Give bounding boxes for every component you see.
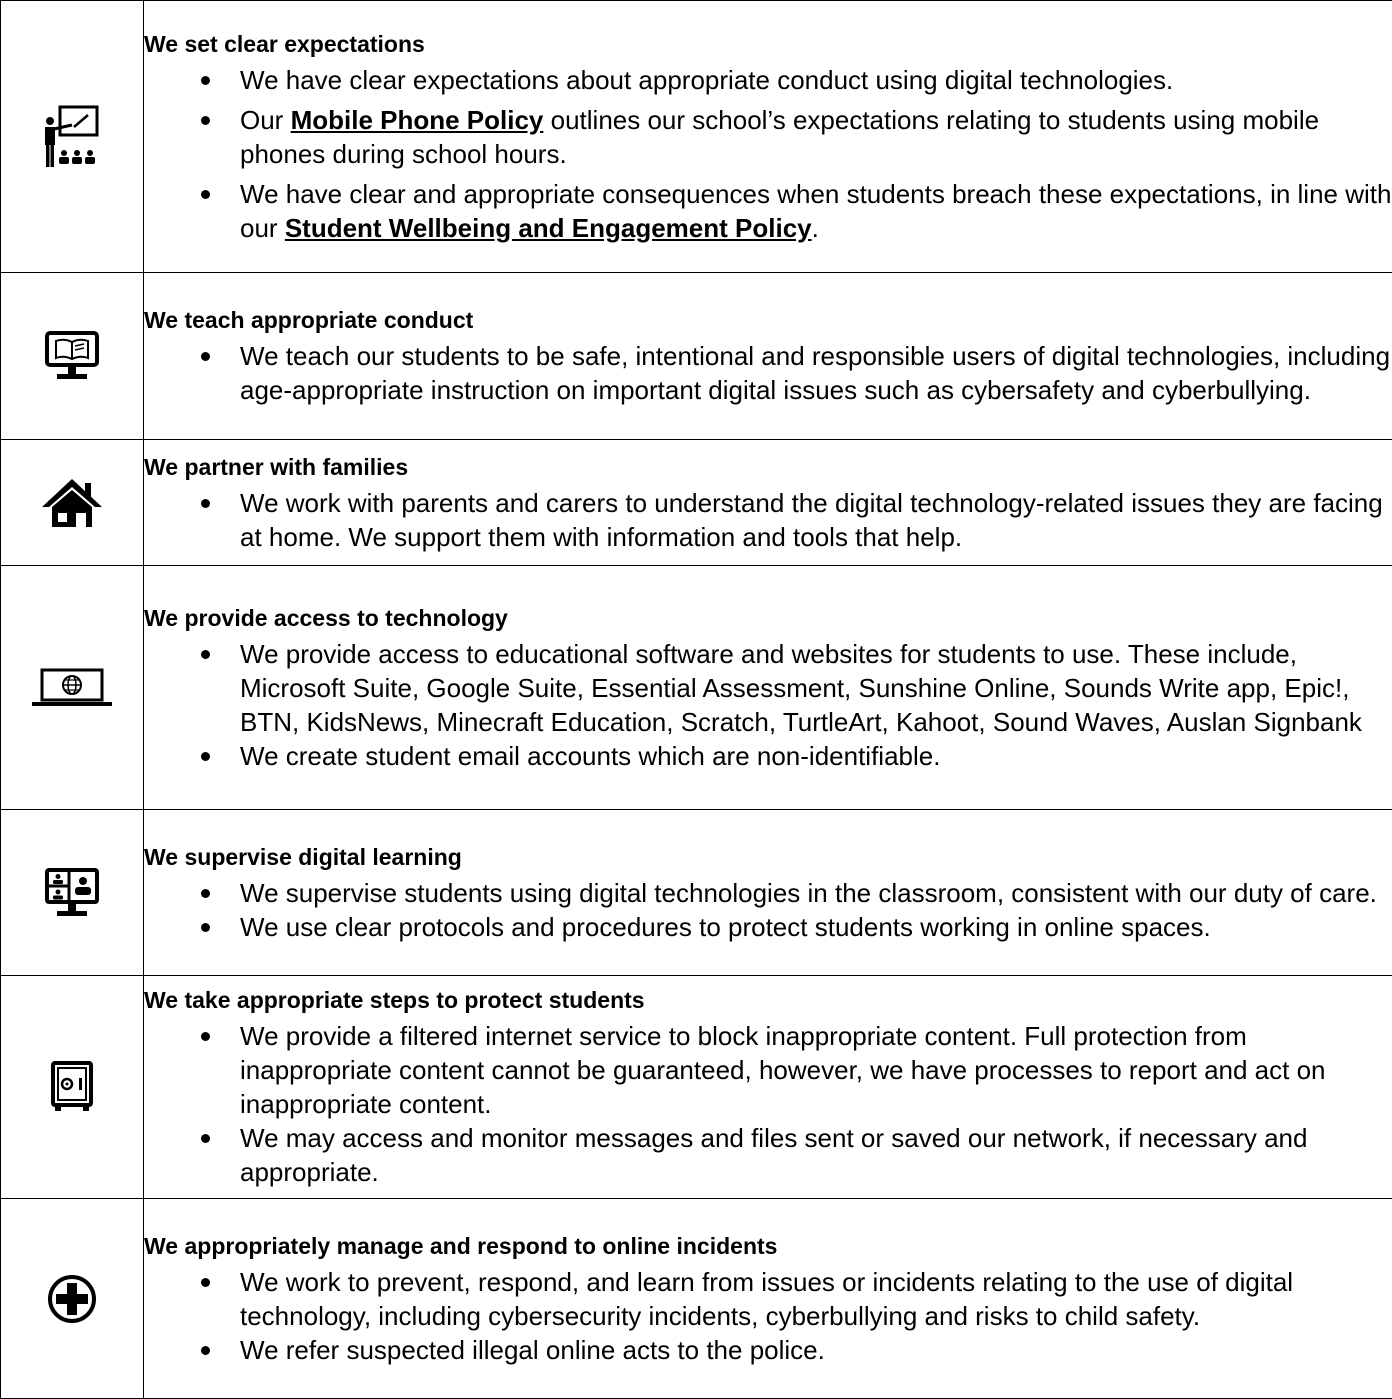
row-title: We partner with families (144, 450, 1392, 484)
laptop-globe-icon (30, 668, 114, 708)
bullet-dot (201, 499, 210, 508)
icon-cell (1, 440, 144, 566)
bullet-dot (201, 923, 210, 932)
policy-row (1, 566, 1392, 810)
icon-cell (1, 1199, 144, 1399)
row-content (144, 1, 1392, 273)
bullet-text: Our (240, 105, 291, 135)
bullet-list (144, 1265, 1392, 1367)
bullet-text: We provide a filtered internet service to block inappropriate content. Full protection from inappropriate content cannot be guaranteed, however, we have processes to report and act on inappropriate content. (240, 1021, 1326, 1119)
bullet-text: We create student email accounts which are non-identifiable. (240, 741, 940, 771)
row-title: We teach appropriate conduct (144, 303, 1392, 337)
row-title: We provide access to technology (144, 601, 1392, 635)
bullet-dot (201, 352, 210, 361)
policy-row (1, 440, 1392, 566)
bullet-text: We may access and monitor messages and files sent or saved our network, if necessary and appropriate. (240, 1123, 1307, 1187)
bullet-text: We have clear expectations about appropriate conduct using digital technologies. (240, 65, 1173, 95)
bullet-dot (201, 1278, 210, 1287)
row-content (144, 810, 1392, 976)
bullet-text: We refer suspected illegal online acts to the police. (240, 1335, 825, 1365)
video-conference-icon (44, 867, 100, 919)
bullet-item (144, 739, 1392, 773)
policy-row (1, 273, 1392, 440)
bullet-list (144, 339, 1392, 407)
bullet-text: . (812, 213, 819, 243)
bullet-list (144, 63, 1392, 245)
home-icon (40, 477, 104, 529)
row-title: We supervise digital learning (144, 840, 1392, 874)
icon-cell (1, 810, 144, 976)
student-wellbeing-policy-link[interactable]: Student Wellbeing and Engagement Policy (285, 213, 812, 243)
bullet-item (144, 637, 1392, 739)
row-title: We take appropriate steps to protect students (144, 983, 1392, 1017)
bullet-text: We work with parents and carers to understand the digital technology-related issues they are facing at home. We support them with information and tools that help. (240, 488, 1383, 552)
bullet-text: We have clear and appropriate consequences when students breach these expectations, in line with our (240, 179, 1391, 243)
bullet-dot (201, 752, 210, 761)
bullet-text: We provide access to educational software and websites for students to use. These include, Microsoft Suite, Google Suite, Essential Assessment, Sunshine Online, Sounds Write app, Epic!, BTN, KidsNews, Minecraft Education, Scratch, TurtleArt, Kahoot, Sound Waves, Auslan Signbank (240, 639, 1362, 737)
bullet-list (144, 486, 1392, 554)
bullet-dot (201, 116, 210, 125)
bullet-dot (201, 1134, 210, 1143)
bullet-text: We supervise students using digital technologies in the classroom, consistent with our duty of care. (240, 878, 1377, 908)
bullet-item (144, 177, 1392, 245)
policy-row (1, 1199, 1392, 1399)
bullet-text: We use clear protocols and procedures to protect students working in online spaces. (240, 912, 1211, 942)
bullet-item (144, 63, 1392, 97)
row-content (144, 273, 1392, 440)
bullet-text: outlines our school’s expectations relating to students using mobile phones during school hours. (240, 105, 1319, 169)
row-title: We appropriately manage and respond to online incidents (144, 1229, 1392, 1263)
bullet-item (144, 876, 1392, 910)
bullet-item (144, 1265, 1392, 1333)
row-content (144, 976, 1392, 1199)
icon-cell (1, 1, 144, 273)
bullet-list (144, 637, 1392, 773)
row-content (144, 440, 1392, 566)
row-title: We set clear expectations (144, 27, 1392, 61)
icon-cell (1, 273, 144, 440)
row-content (144, 566, 1392, 810)
mobile-phone-policy-link[interactable]: Mobile Phone Policy (291, 105, 544, 135)
teacher-classroom-icon (44, 105, 100, 169)
bullet-dot (201, 889, 210, 898)
monitor-book-icon (44, 330, 100, 382)
policy-row (1, 1, 1392, 273)
icon-cell (1, 976, 144, 1199)
bullet-list (144, 1019, 1392, 1189)
icon-cell (1, 566, 144, 810)
policy-row (1, 810, 1392, 976)
safe-icon (50, 1060, 94, 1114)
bullet-item (144, 1333, 1392, 1367)
bullet-dot (201, 1032, 210, 1041)
bullet-dot (201, 1346, 210, 1355)
bullet-item (144, 339, 1392, 407)
bullet-item (144, 486, 1392, 554)
bullet-item (144, 910, 1392, 944)
first-aid-plus-icon (46, 1273, 98, 1325)
bullet-dot (201, 190, 210, 199)
bullet-item (144, 1121, 1392, 1189)
bullet-list (144, 876, 1392, 944)
bullet-dot (201, 76, 210, 85)
policy-row (1, 976, 1392, 1199)
bullet-item (144, 103, 1392, 171)
bullet-item (144, 1019, 1392, 1121)
bullet-dot (201, 650, 210, 659)
bullet-text: We teach our students to be safe, intentional and responsible users of digital technologies, including age-appropriate instruction on important digital issues such as cybersafety and cyberbullying. (240, 341, 1390, 405)
row-content (144, 1199, 1392, 1399)
bullet-text: We work to prevent, respond, and learn from issues or incidents relating to the use of digital technology, including cybersecurity incidents, cyberbullying and risks to child safety. (240, 1267, 1293, 1331)
